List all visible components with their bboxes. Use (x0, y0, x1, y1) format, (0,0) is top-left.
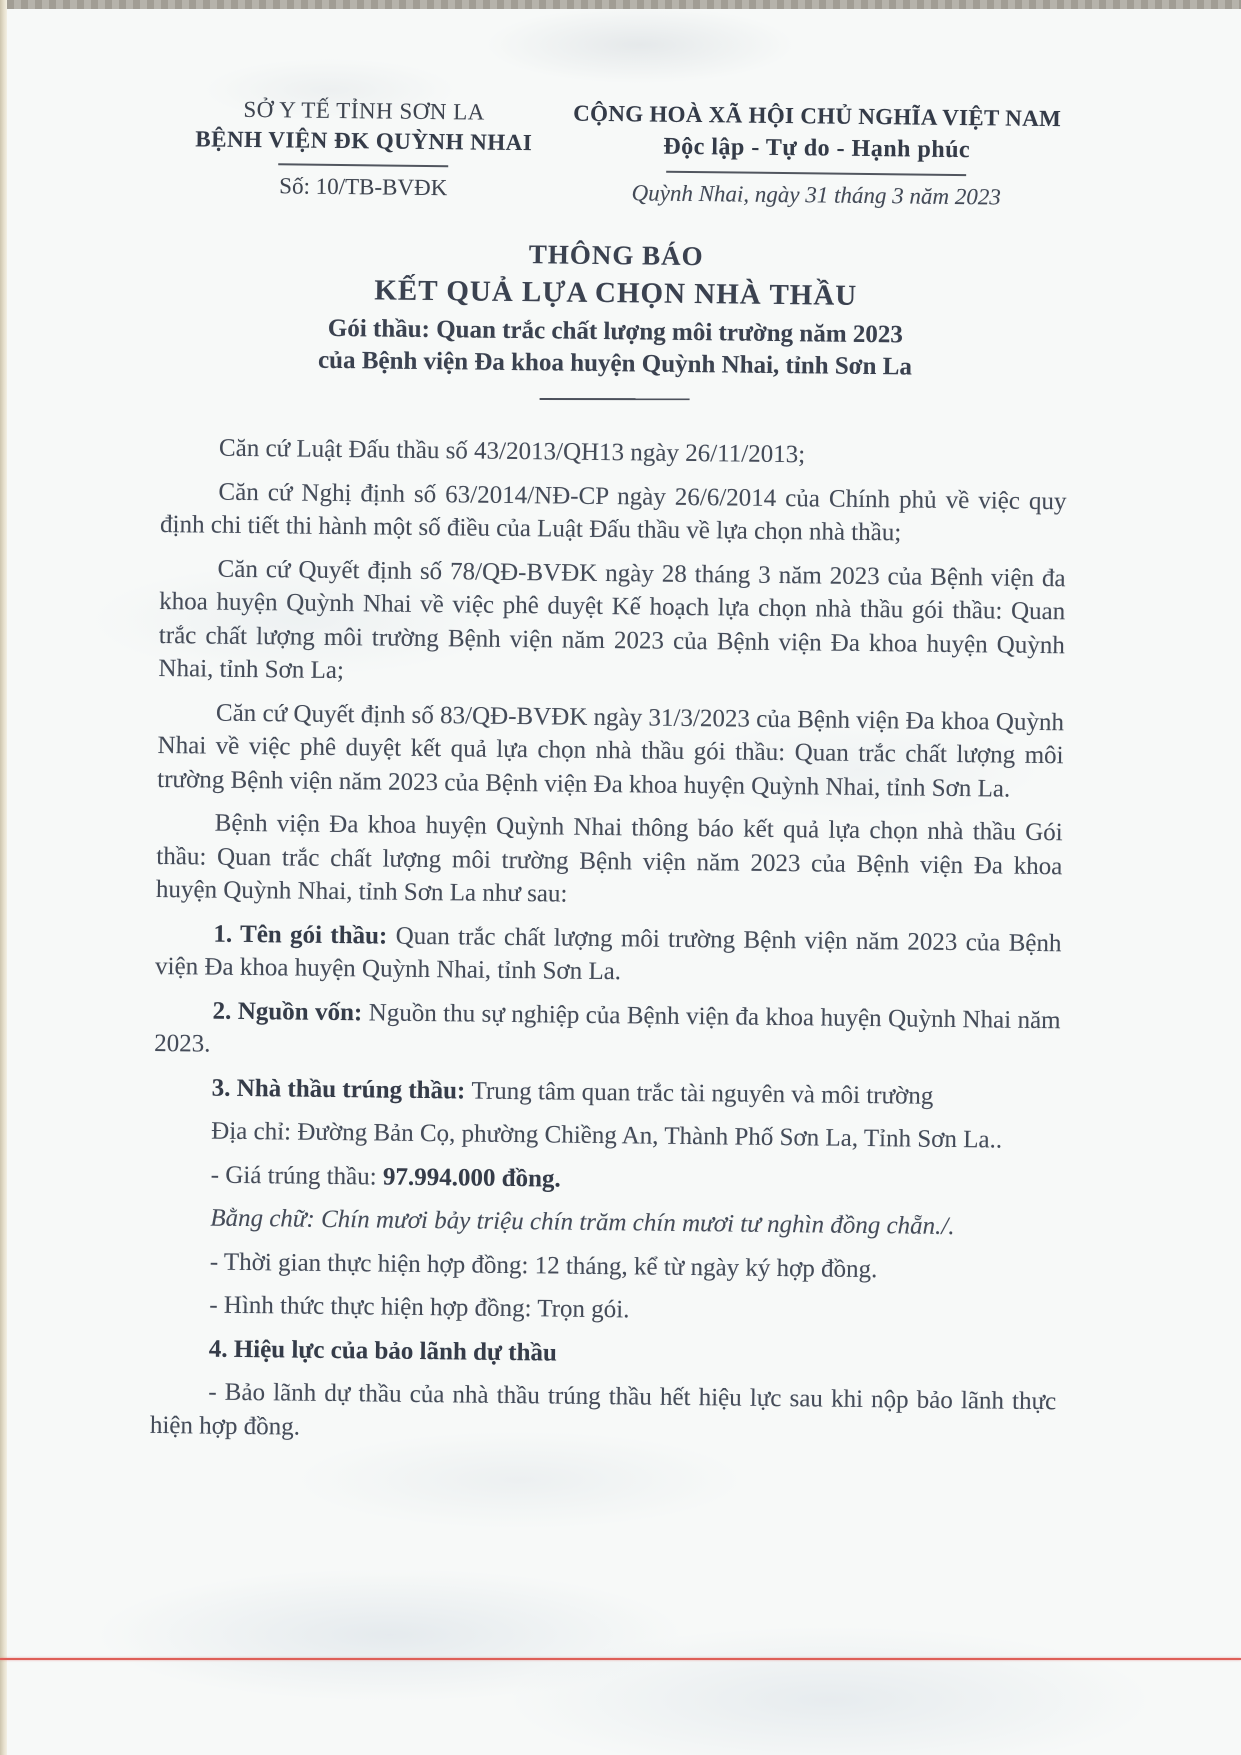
scan-red-line (0, 1658, 1241, 1660)
text-segment: Căn cứ Quyết định số 78/QĐ-BVĐK ngày 28 tháng 3 năm 2023 của Bệnh viện đa khoa huyện Quỳnh Nhai về việc phê duyệt Kế hoạch lựa chọn nhà thầu gói thầu: Quan trắc chất lượng môi trường Bệnh viện năm 2023 của Bệnh viện Đa khoa huyện Quỳnh Nhai, tỉnh Sơn La; (158, 555, 1066, 685)
paragraph (157, 695, 1064, 806)
scan-edge-left (0, 0, 7, 1755)
text-segment: 97.994.000 đồng. (382, 1163, 561, 1193)
national-motto-block (562, 101, 1071, 212)
title-package: Gói thầu: Quan trắc chất lượng môi trường năm 2023 (327, 314, 904, 349)
document-number: Số: 10/TB-BVĐK (279, 173, 448, 201)
title-owner: của Bệnh viện Đa khoa huyện Quỳnh Nhai, tỉnh Sơn La (317, 346, 913, 381)
text-segment: Bệnh viện Đa khoa huyện Quỳnh Nhai thông báo kết quả lựa chọn nhà thầu Gói thầu: Quan trắc chất lượng môi trường Bệnh viện năm 2023 của Bệnh viện Đa khoa huyện Quỳnh Nhai, tỉnh Sơn La như sau: (155, 809, 1063, 908)
agency-name: BỆNH VIỆN ĐK QUỲNH NHAI (195, 126, 533, 156)
paragraph (150, 1375, 1057, 1452)
text-segment: Căn cứ Luật Đấu thầu số 43/2013/QH13 ngày 26/11/2013; (218, 434, 806, 469)
paragraph (153, 1114, 1059, 1158)
motto-separator-line (666, 171, 966, 176)
paragraph (156, 806, 1063, 917)
paragraph (161, 431, 1067, 475)
title-result: KẾT QUẢ LỰA CHỌN NHÀ THẦU (374, 274, 858, 312)
paragraph (152, 1244, 1058, 1288)
agency-separator-line (279, 163, 449, 167)
text-segment: 4. Hiệu lực của bảo lãnh dự thầu (208, 1335, 558, 1367)
paragraph (151, 1288, 1057, 1332)
text-segment: - Bảo lãnh dự thầu của nhà thầu trúng thầu hết hiệu lực sau khi nộp bảo lãnh thực hiện hợp đồng. (149, 1378, 1057, 1441)
document-header (164, 96, 1071, 211)
paragraph (153, 1157, 1059, 1201)
text-segment: Căn cứ Quyết định số 83/QĐ-BVĐK ngày 31/3/2023 của Bệnh viện Đa khoa Quỳnh Nhai về việc phê duyệt kết quả lựa chọn nhà thầu gói thầu: Quan trắc chất lượng môi trường Bệnh viện năm 2023 của Bệnh viện Đa khoa huyện Quỳnh Nhai, tỉnh Sơn La. (157, 699, 1065, 803)
text-segment: Căn cứ Nghị định số 63/2014/NĐ-CP ngày 26/6/2014 của Chính phủ về việc quy định chi tiết thi hành một số điều của Luật Đấu thầu về lựa chọn nhà thầu; (159, 478, 1067, 547)
paragraph (154, 1070, 1060, 1114)
national-motto: Độc lập - Tự do - Hạnh phúc (663, 133, 971, 164)
paragraph (154, 993, 1061, 1070)
document-body (150, 431, 1067, 1452)
paragraph (152, 1201, 1058, 1245)
paragraph (158, 551, 1065, 695)
text-segment: 3. Nhà thầu trúng thầu: (211, 1074, 472, 1105)
national-title: CỘNG HOÀ XÃ HỘI CHỦ NGHĨA VIỆT NAM (573, 100, 1062, 132)
issuing-agency-block (164, 96, 564, 206)
text-segment: 2. Nguồn vốn: (212, 997, 369, 1026)
document-content (150, 96, 1071, 1462)
paragraph (155, 916, 1062, 993)
paragraph (151, 1331, 1057, 1375)
document-title-block (162, 235, 1070, 405)
text-segment: - Giá trúng thầu: (210, 1161, 384, 1191)
text-segment: Trung tâm quan trắc tài nguyên và môi trường (471, 1077, 934, 1110)
title-notice: THÔNG BÁO (528, 239, 704, 272)
text-segment: Quan trắc chất lượng môi trường Bệnh viện năm 2023 của Bệnh viện Đa khoa huyện Quỳnh Nhai, tỉnh Sơn La. (154, 922, 1062, 986)
text-segment: Bằng chữ: Chín mươi bảy triệu chín trăm chín mươi tư nghìn đồng chẵn./. (210, 1204, 955, 1241)
text-segment: Địa chỉ: Đường Bản Cọ, phường Chiềng An, Thành Phố Sơn La, Tỉnh Sơn La.. (211, 1117, 1003, 1154)
text-segment: Nguồn thu sự nghiệp của Bệnh viện đa khoa huyện Quỳnh Nhai năm 2023. (154, 998, 1061, 1058)
paragraph (160, 474, 1067, 551)
text-segment: 1. Tên gói thầu: (213, 920, 396, 950)
title-separator-line (540, 398, 690, 400)
place-date-line: Quỳnh Nhai, ngày 31 tháng 3 năm 2023 (631, 180, 1001, 210)
text-segment: - Thời gian thực hiện hợp đồng: 12 tháng, kể từ ngày ký hợp đồng. (209, 1248, 878, 1283)
text-segment: - Hình thức thực hiện hợp đồng: Trọn gói. (209, 1291, 630, 1324)
agency-parent-name: SỞ Y TẾ TỈNH SƠN LA (243, 96, 485, 125)
scan-edge-top (0, 0, 1241, 9)
